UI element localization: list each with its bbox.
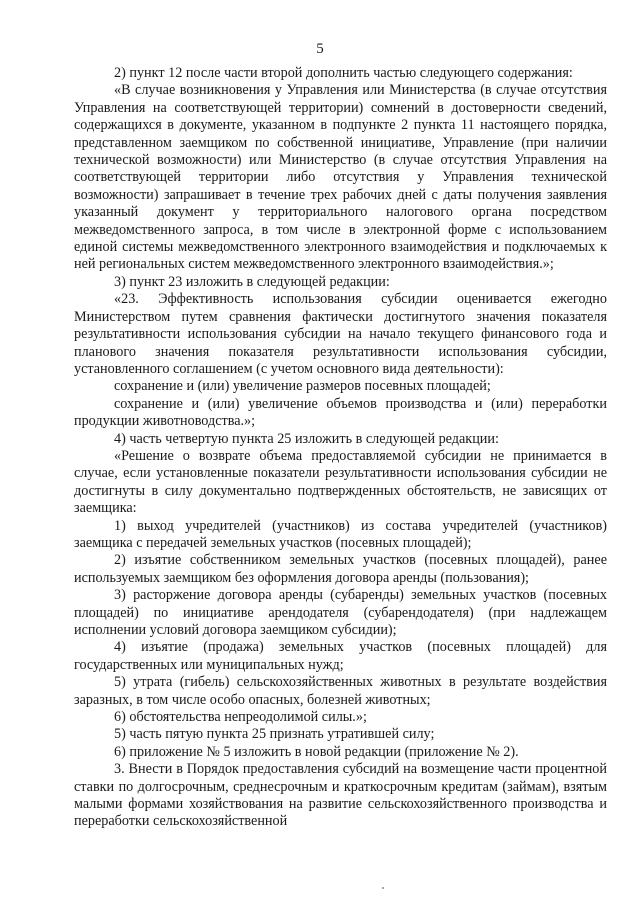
list-item-land-seizure-owner: 2) изъятие собственником земельных участков (посевных площадей), ранее используемых заемщиком без оформления договора аренды (пользования); <box>74 552 607 586</box>
paragraph-livestock-production: сохранение и (или) увеличение объемов производства и (или) переработки продукции животноводства.»; <box>74 395 607 430</box>
paragraph-appendix-5: 6) приложение № 5 изложить в новой редакции (приложение № 2). <box>114 743 519 760</box>
paragraph-sown-areas: сохранение и (или) увеличение размеров посевных площадей; <box>114 378 491 395</box>
list-item-animal-loss: 5) утрата (гибель) сельскохозяйственных животных в результате воздействия заразных, в том числе особо опасных, болезней животных; <box>74 674 607 708</box>
paragraph-doubt-clause: «В случае возникновения у Управления или Министерства (в случае отсутствия Управления на соответствующей территории) сомнений в достоверности сведений, содержащихся в документе, указанном в подпункте 2 пункта 11 настоящего порядка, представленном заемщиком по собственной инициативе, Управление (при наличии технической возможности) или Министерство (в случае отсутствия Управления на соответствующей территории либо отсутствия у Управления технической возможности) запрашивает в течение трех рабочих дней с даты получения заявления указанный документ у территориального налогового органа посредством межведомственного запроса, в том числе в электронной форме с использованием единой системы межведомственного электронного взаимодействия и подключаемых к ней региональных систем межведомственного электронного взаимодействия.»; <box>74 82 607 273</box>
paragraph-section-3: 3. Внести в Порядок предоставления субсидий на возмещение части процентной ставки по долгосрочным, среднесрочным и краткосрочным кредитам (займам), взятым малыми формами хозяйствования на развитие сельскохозяйственного производства и переработки сельскохозяйственной <box>74 761 607 830</box>
paragraph-amend-item-23: 3) пункт 23 изложить в следующей редакции: <box>114 273 390 290</box>
list-item-lease-termination: 3) расторжение договора аренды (субаренды) земельных участков (посевных площадей) по инициативе арендодателя (субарендодателя) (при надлежащем исполнении условий договора заемщиком субсидии); <box>74 587 607 638</box>
paragraph-item-25-part-5-void: 5) часть пятую пункта 25 признать утратившей силу; <box>114 726 435 743</box>
list-item-land-seizure-state: 4) изъятие (продажа) земельных участков (посевных площадей) для государственных или муниципальных нужд; <box>74 639 607 673</box>
list-item-founders-exit: 1) выход учредителей (участников) из состава учредителей (участников) заемщика с передачей земельных участков (посевных площадей); <box>74 517 607 551</box>
page-number: 5 <box>316 41 324 57</box>
paragraph-amend-item-25-part-4: 4) часть четвертую пункта 25 изложить в следующей редакции: <box>114 430 499 447</box>
paragraph-amend-item-12: 2) пункт 12 после части второй дополнить частью следующего содержания: <box>114 65 573 81</box>
paragraph-efficiency-clause: «23. Эффективность использования субсидии оценивается ежегодно Министерством путем сравнения фактически достигнутого значения показателя результативности использования субсидии на начало текущего финансового года и планового значения показателя результативности использования субсидии, установленного соглашением (с учетом основного вида деятельности): <box>74 291 607 377</box>
scan-dot <box>382 887 384 889</box>
document-body <box>74 65 607 831</box>
paragraph-refund-decision: «Решение о возврате объема предоставляемой субсидии не принимается в случае, если установленные показатели результативности использования субсидии не достигнуты в силу документально подтвержденных обстоятельств, не зависящих от заемщика: <box>74 447 607 517</box>
list-item-force-majeure: 6) обстоятельства непреодолимой силы.»; <box>114 709 367 726</box>
